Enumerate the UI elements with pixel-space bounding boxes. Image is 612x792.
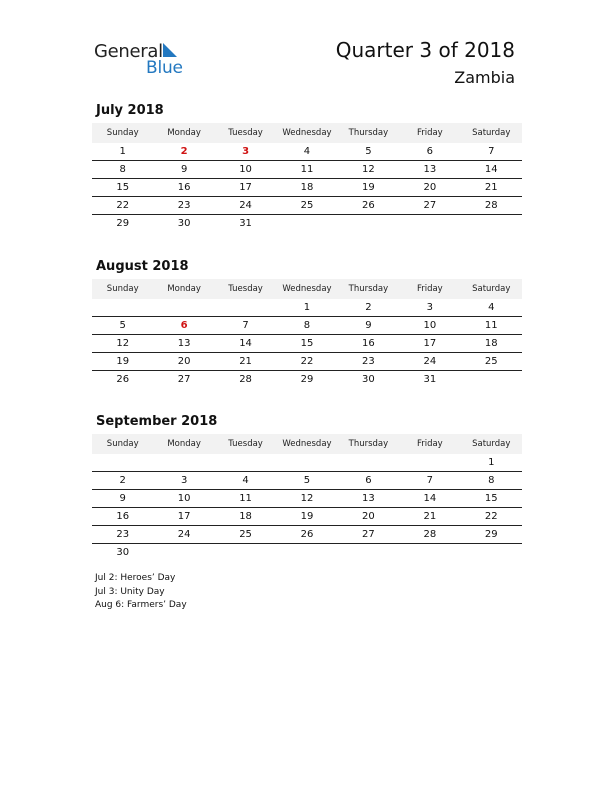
day-header: Saturday bbox=[461, 279, 522, 299]
day-cell: 1 bbox=[276, 299, 337, 317]
day-cell bbox=[461, 371, 522, 389]
day-cell: 8 bbox=[92, 161, 153, 179]
day-cell bbox=[276, 215, 337, 233]
day-cell: 11 bbox=[215, 490, 276, 508]
day-header: Tuesday bbox=[215, 434, 276, 454]
day-cell bbox=[399, 454, 460, 472]
day-cell: 20 bbox=[399, 179, 460, 197]
day-cell: 30 bbox=[362, 374, 375, 385]
week-row bbox=[92, 454, 522, 472]
week-row bbox=[92, 143, 522, 161]
day-cell: 7 bbox=[461, 143, 522, 161]
day-cell: 19 bbox=[276, 508, 337, 526]
day-cell: 21 bbox=[215, 353, 276, 371]
day-cell: 4 bbox=[215, 472, 276, 490]
logo-triangle-icon bbox=[162, 42, 178, 58]
day-cell: 26 bbox=[276, 526, 337, 544]
day-header-row bbox=[92, 434, 522, 454]
day-cell: 30 bbox=[177, 218, 191, 229]
week-row bbox=[92, 179, 522, 197]
day-cell: 26 bbox=[338, 197, 399, 215]
country-name: Zambia bbox=[454, 68, 515, 87]
day-cell: 7 bbox=[399, 472, 460, 490]
day-cell: 18 bbox=[276, 179, 337, 197]
day-cell: 16 bbox=[92, 508, 153, 526]
week-row bbox=[92, 335, 522, 353]
day-cell bbox=[338, 454, 399, 472]
day-cell bbox=[92, 454, 153, 472]
day-cell: 18 bbox=[215, 508, 276, 526]
day-cell bbox=[399, 215, 460, 233]
day-cell: 22 bbox=[92, 197, 153, 215]
day-header: Sunday bbox=[92, 123, 153, 143]
calendar-table bbox=[92, 123, 522, 232]
day-cell: 15 bbox=[92, 179, 153, 197]
day-header: Tuesday bbox=[215, 279, 276, 299]
day-cell: 2 bbox=[153, 143, 214, 161]
calendar-table bbox=[92, 279, 522, 388]
day-cell: 16 bbox=[153, 179, 214, 197]
day-cell: 12 bbox=[338, 161, 399, 179]
day-cell: 6 bbox=[399, 143, 460, 161]
calendar-body bbox=[92, 299, 522, 388]
day-cell: 12 bbox=[92, 335, 153, 353]
day-cell: 9 bbox=[92, 490, 153, 508]
day-header: Monday bbox=[153, 123, 214, 143]
week-row bbox=[92, 161, 522, 179]
day-header: Friday bbox=[399, 279, 460, 299]
day-cell: 4 bbox=[461, 299, 522, 317]
day-cell: 29 bbox=[300, 374, 314, 385]
week-row bbox=[92, 526, 522, 544]
day-cell: 7 bbox=[215, 317, 276, 335]
day-cell: 24 bbox=[215, 197, 276, 215]
day-cell: 19 bbox=[338, 179, 399, 197]
day-cell: 24 bbox=[399, 353, 460, 371]
calendar-table bbox=[92, 434, 522, 561]
day-cell bbox=[215, 454, 276, 472]
day-cell: 4 bbox=[276, 143, 337, 161]
day-cell bbox=[399, 544, 460, 562]
day-cell: 22 bbox=[461, 508, 522, 526]
day-cell: 21 bbox=[461, 179, 522, 197]
day-header: Monday bbox=[153, 434, 214, 454]
week-row bbox=[92, 472, 522, 490]
day-cell: 29 bbox=[116, 218, 130, 229]
day-cell: 13 bbox=[338, 490, 399, 508]
calendar-body bbox=[92, 454, 522, 561]
day-cell: 5 bbox=[338, 143, 399, 161]
day-cell bbox=[215, 299, 276, 317]
day-cell: 10 bbox=[153, 490, 214, 508]
day-cell bbox=[153, 544, 214, 562]
day-header-row bbox=[92, 279, 522, 299]
day-cell: 1 bbox=[461, 454, 522, 472]
day-header: Sunday bbox=[92, 434, 153, 454]
day-cell: 18 bbox=[461, 335, 522, 353]
week-row bbox=[92, 490, 522, 508]
day-cell: 13 bbox=[399, 161, 460, 179]
day-cell: 26 bbox=[116, 374, 130, 385]
week-row bbox=[92, 317, 522, 335]
day-cell: 15 bbox=[276, 335, 337, 353]
day-cell: 27 bbox=[399, 197, 460, 215]
day-cell: 25 bbox=[276, 197, 337, 215]
day-cell: 14 bbox=[399, 490, 460, 508]
day-cell: 23 bbox=[153, 197, 214, 215]
day-cell: 31 bbox=[239, 218, 252, 229]
day-cell: 28 bbox=[239, 374, 252, 385]
day-cell bbox=[461, 544, 522, 562]
month-title: September 2018 bbox=[96, 414, 218, 429]
day-cell: 21 bbox=[399, 508, 460, 526]
day-cell bbox=[338, 215, 399, 233]
day-cell: 17 bbox=[399, 335, 460, 353]
day-cell: 24 bbox=[153, 526, 214, 544]
week-row bbox=[92, 371, 522, 389]
day-cell: 23 bbox=[338, 353, 399, 371]
day-header-row bbox=[92, 123, 522, 143]
day-cell: 2 bbox=[338, 299, 399, 317]
day-cell: 10 bbox=[399, 317, 460, 335]
day-cell: 11 bbox=[276, 161, 337, 179]
day-cell: 12 bbox=[276, 490, 337, 508]
day-cell bbox=[338, 544, 399, 562]
day-header: Thursday bbox=[338, 123, 399, 143]
day-cell: 29 bbox=[461, 526, 522, 544]
day-cell: 8 bbox=[276, 317, 337, 335]
month-september bbox=[92, 412, 522, 561]
day-header: Thursday bbox=[338, 434, 399, 454]
day-cell: 25 bbox=[461, 353, 522, 371]
logo-text-general: General bbox=[94, 41, 163, 62]
day-cell: 15 bbox=[461, 490, 522, 508]
day-cell bbox=[276, 454, 337, 472]
day-cell: 5 bbox=[276, 472, 337, 490]
day-cell: 20 bbox=[338, 508, 399, 526]
day-cell: 14 bbox=[461, 161, 522, 179]
day-cell: 31 bbox=[423, 374, 437, 385]
day-cell: 8 bbox=[461, 472, 522, 490]
day-cell bbox=[153, 454, 214, 472]
day-header: Friday bbox=[399, 123, 460, 143]
day-cell: 6 bbox=[338, 472, 399, 490]
day-cell: 19 bbox=[92, 353, 153, 371]
day-cell: 28 bbox=[461, 197, 522, 215]
week-row bbox=[92, 508, 522, 526]
day-cell: 22 bbox=[276, 353, 337, 371]
generalblue-logo bbox=[94, 40, 194, 80]
holiday-note: Jul 2: Heroes’ Day bbox=[95, 573, 176, 583]
week-row bbox=[92, 353, 522, 371]
day-header: Monday bbox=[153, 279, 214, 299]
day-header: Sunday bbox=[92, 279, 153, 299]
week-row bbox=[92, 299, 522, 317]
day-cell bbox=[215, 544, 276, 562]
day-header: Tuesday bbox=[215, 123, 276, 143]
day-cell bbox=[153, 299, 214, 317]
day-cell: 9 bbox=[338, 317, 399, 335]
day-cell: 5 bbox=[92, 317, 153, 335]
month-august bbox=[92, 257, 522, 388]
day-header: Wednesday bbox=[276, 434, 337, 454]
day-cell: 23 bbox=[92, 526, 153, 544]
day-cell: 27 bbox=[177, 374, 191, 385]
holiday-note: Jul 3: Unity Day bbox=[95, 586, 165, 597]
week-row bbox=[92, 215, 522, 233]
day-cell: 17 bbox=[153, 508, 214, 526]
day-header: Friday bbox=[399, 434, 460, 454]
day-cell: 20 bbox=[153, 353, 214, 371]
day-cell: 27 bbox=[338, 526, 399, 544]
day-cell: 28 bbox=[399, 526, 460, 544]
page-title: Quarter 3 of 2018 bbox=[335, 38, 515, 62]
day-cell: 6 bbox=[153, 317, 214, 335]
day-cell: 9 bbox=[153, 161, 214, 179]
day-cell: 17 bbox=[215, 179, 276, 197]
day-cell: 25 bbox=[215, 526, 276, 544]
day-cell: 1 bbox=[92, 143, 153, 161]
day-header: Saturday bbox=[461, 434, 522, 454]
day-cell: 3 bbox=[215, 143, 276, 161]
calendar-body bbox=[92, 143, 522, 232]
month-july bbox=[92, 101, 522, 232]
day-cell: 13 bbox=[153, 335, 214, 353]
day-cell: 3 bbox=[399, 299, 460, 317]
day-cell: 11 bbox=[461, 317, 522, 335]
day-header: Saturday bbox=[461, 123, 522, 143]
week-row bbox=[92, 197, 522, 215]
day-header: Thursday bbox=[338, 279, 399, 299]
logo-text-blue: Blue bbox=[146, 58, 183, 78]
day-cell bbox=[276, 544, 337, 562]
day-header: Wednesday bbox=[276, 279, 337, 299]
day-cell: 10 bbox=[215, 161, 276, 179]
day-cell bbox=[92, 299, 153, 317]
day-cell: 3 bbox=[153, 472, 214, 490]
week-row bbox=[92, 544, 522, 562]
month-title: August 2018 bbox=[96, 259, 189, 274]
day-cell: 14 bbox=[215, 335, 276, 353]
month-title: July 2018 bbox=[96, 103, 164, 118]
holiday-note: Aug 6: Farmers’ Day bbox=[95, 600, 187, 610]
day-cell: 30 bbox=[116, 547, 130, 558]
day-cell bbox=[461, 215, 522, 233]
day-cell: 16 bbox=[338, 335, 399, 353]
day-header: Wednesday bbox=[276, 123, 337, 143]
holiday-notes bbox=[95, 572, 187, 613]
day-cell: 2 bbox=[92, 472, 153, 490]
